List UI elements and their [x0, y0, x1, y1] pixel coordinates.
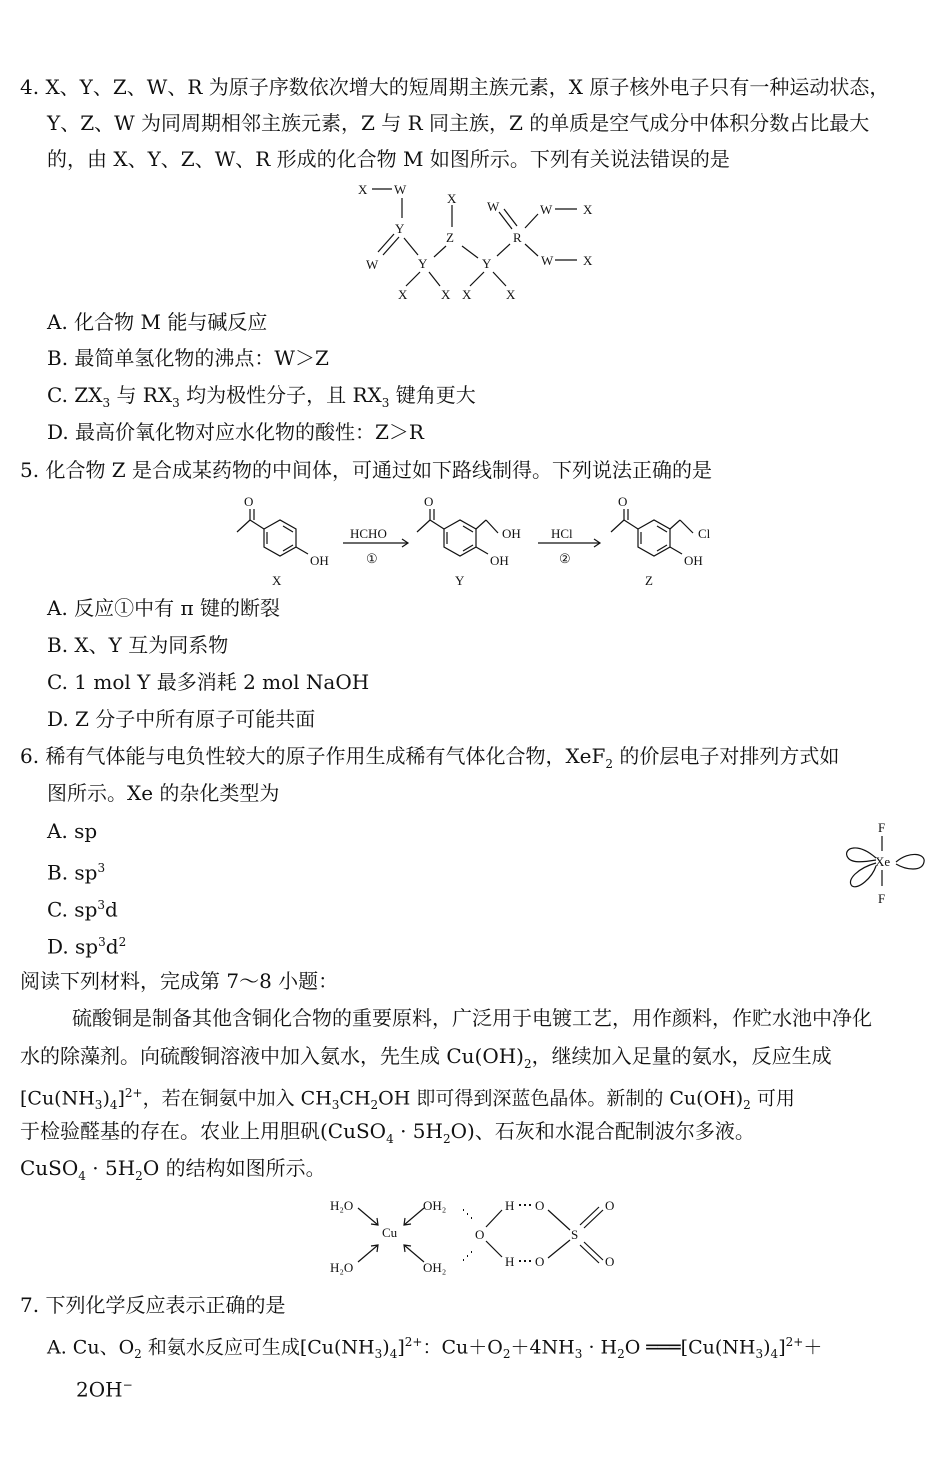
reading-intro: 阅读下列材料，完成第 7～8 小题： — [20, 969, 339, 993]
reading-p5: CuSO$_4$ · $5H_2O$ 的结构如图所示。 — [20, 1156, 326, 1183]
q7-option-a[interactable]: A. Cu、$O_2$ 和氨水反应可生成$[Cu(NH_3)_4]^{2+}$：$Cu+O_2+4NH_3 \cdot H_2O$ $═══[Cu(NH_3)_4]^{2+}+$ — [47, 1335, 823, 1362]
q5-option-c[interactable]: C. 1 mol Y 最多消耗 2 mol NaOH — [47, 670, 370, 694]
step-2: ② — [559, 551, 571, 566]
step-1: ① — [366, 551, 378, 566]
atom-y: Y — [482, 256, 492, 271]
svg-text:O: O — [618, 494, 628, 509]
atom-r: R — [513, 230, 522, 245]
label-x: X — [272, 573, 282, 588]
atom-y: Y — [418, 256, 428, 271]
atom-f: F — [878, 891, 886, 906]
atom-x: X — [398, 287, 408, 302]
q5-stem: 5. 化合物 Z 是合成某药物的中间体，可通过如下路线制得。下列说法正确的是 — [20, 458, 713, 482]
reading-p1: 硫酸铜是制备其他含铜化合物的重要原料，广泛用于电镀工艺，用作颜料，作贮水池中净化 — [72, 1006, 872, 1030]
atom-w: W — [394, 182, 407, 197]
label-y: Y — [455, 573, 465, 588]
q6-option-c[interactable]: C. $sp^3d$ — [47, 897, 118, 922]
svg-text:OH: OH — [502, 526, 521, 541]
atom-x: X — [462, 287, 472, 302]
q4-option-a[interactable]: A. 化合物 M 能与碱反应 — [47, 310, 268, 334]
atom-w: W — [540, 202, 553, 217]
svg-text:O: O — [244, 494, 254, 509]
q4-option-c[interactable]: C. $ZX_3$ 与 $RX_3$ 均为极性分子，且 $RX_3$ 键角更大 — [47, 383, 476, 410]
oh2-label: OH₂ — [423, 1260, 447, 1275]
s-label: S — [571, 1227, 579, 1242]
h-label: H — [505, 1254, 515, 1269]
svg-text:Cl: Cl — [698, 526, 711, 541]
q6-option-a[interactable]: A. sp — [47, 819, 98, 843]
reading-p4: 于检验醛基的存在。农业上用胆矾(CuSO$_4$ · $5H_2O$)、石灰和水混合配制波尔多液。 — [20, 1119, 755, 1146]
q5-option-a[interactable]: A. 反应①中有 π 键的断裂 — [47, 596, 281, 620]
o-label: O — [535, 1198, 545, 1213]
o-label: O — [605, 1254, 615, 1269]
o-label: O — [475, 1227, 485, 1242]
reagent-2: HCl — [551, 526, 573, 541]
atom-x: X — [358, 182, 368, 197]
q7-option-a-line2: 2OH− — [76, 1377, 133, 1402]
h2o-label: H₂O — [330, 1260, 354, 1275]
q6-line1: 6. 稀有气体能与电负性较大的原子作用生成稀有气体化合物，XeF$_2$ 的价层电子对排列方式如 — [20, 744, 840, 771]
reading-p2: 水的除藻剂。向硫酸铜溶液中加入氨水，先生成 $Cu(OH)_2$，继续加入足量的氨水，反应生成 — [20, 1044, 832, 1071]
reading-p3: $[Cu(NH_3)_4]^{2+}$，若在铜氨中加入 $CH_3CH_2OH$ 即可得到深蓝色晶体。新制的 $Cu(OH)_2$ 可用 — [20, 1086, 795, 1113]
q4-line2: Y、Z、W 为同周期相邻主族元素，Z 与 R 同主族，Z 的单质是空气成分中体积分数占比最大 — [47, 111, 870, 135]
reagent-1: HCHO — [350, 526, 387, 541]
atom-x: X — [447, 191, 457, 206]
label-z: Z — [645, 573, 653, 588]
q7-stem: 7. 下列化学反应表示正确的是 — [20, 1293, 286, 1317]
h2o-label: H₂O — [330, 1198, 354, 1213]
atom-x: X — [506, 287, 516, 302]
q4-line1: 4. X、Y、Z、W、R 为原子序数依次增大的短周期主族元素，X 原子核外电子只有一种运动状态， — [20, 75, 890, 99]
atom-z: Z — [446, 230, 454, 245]
q5-option-d[interactable]: D. Z 分子中所有原子可能共面 — [47, 707, 316, 731]
atom-x: X — [583, 202, 593, 217]
svg-text:OH: OH — [684, 553, 703, 568]
atom-f: F — [878, 820, 886, 835]
atom-y: Y — [395, 221, 405, 236]
o-label: O — [605, 1198, 615, 1213]
atom-x: X — [583, 253, 593, 268]
atom-w: W — [487, 199, 500, 214]
atom-w: W — [541, 253, 554, 268]
atom-x: X — [441, 287, 451, 302]
q4-line3: 的，由 X、Y、Z、W、R 形成的化合物 M 如图所示。下列有关说法错误的是 — [47, 147, 730, 171]
q5-option-b[interactable]: B. X、Y 互为同系物 — [47, 633, 229, 657]
q6-option-d[interactable]: D. $sp^3d^2$ — [47, 934, 127, 959]
o-label: O — [535, 1254, 545, 1269]
q4-option-d[interactable]: D. 最高价氧化物对应水化物的酸性：Z＞R — [47, 420, 424, 444]
q6-line2: 图所示。Xe 的杂化类型为 — [47, 781, 280, 805]
cu-label: Cu — [382, 1225, 398, 1240]
q6-option-b[interactable]: B. $sp^3$ — [47, 860, 106, 885]
svg-text:O: O — [424, 494, 434, 509]
svg-text:OH: OH — [310, 553, 329, 568]
atom-w: W — [366, 257, 379, 272]
svg-text:OH: OH — [490, 553, 509, 568]
oh2-label: OH₂ — [423, 1198, 447, 1213]
atom-xe: Xe — [875, 854, 891, 869]
q4-option-b[interactable]: B. 最简单氢化物的沸点：W＞Z — [47, 346, 329, 370]
h-label: H — [505, 1198, 515, 1213]
